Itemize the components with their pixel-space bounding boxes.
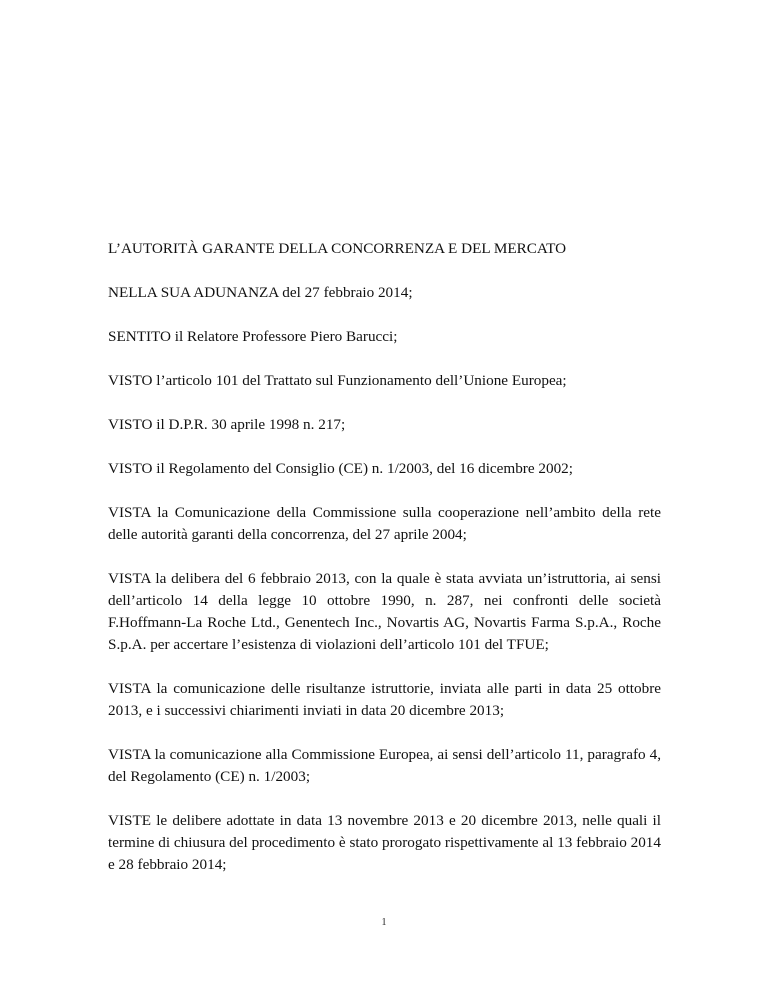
- paragraph-visto-dpr: VISTO il D.P.R. 30 aprile 1998 n. 217;: [108, 416, 346, 433]
- paragraph-vista-comunicazione-commissione: VISTA la Comunicazione della Commissione sulla cooperazione nell’ambito della rete delle autorità garanti della concorrenza, del 27 aprile 2004;: [108, 504, 661, 543]
- document-body: [108, 238, 661, 898]
- paragraph-sentito: SENTITO il Relatore Professore Piero Barucci;: [108, 328, 398, 345]
- paragraph-viste-delibere-proroga: VISTE le delibere adottate in data 13 novembre 2013 e 20 dicembre 2013, nelle quali il termine di chiusura del procedimento è stato prorogato rispettivamente al 13 febbraio 2014 e 28 febbraio 2014;: [108, 812, 661, 873]
- paragraph-vista-comunicazione-ce: VISTA la comunicazione alla Commissione Europea, ai sensi dell’articolo 11, paragrafo 4, del Regolamento (CE) n. 1/2003;: [108, 746, 661, 785]
- paragraph-visto-articolo-101: VISTO l’articolo 101 del Trattato sul Funzionamento dell’Unione Europea;: [108, 372, 567, 389]
- paragraph-vista-delibera-avvio: VISTA la delibera del 6 febbraio 2013, con la quale è stata avviata un’istruttoria, ai sensi dell’articolo 14 della legge 10 ottobre 1990, n. 287, nei confronti delle società F.Hoffmann-La Roche Ltd., Genentech Inc., Novartis AG, Novartis Farma S.p.A., Roche S.p.A. per accertare l’esistenza di violazioni dell’articolo 101 del TFUE;: [108, 570, 661, 653]
- document-heading: L’AUTORITÀ GARANTE DELLA CONCORRENZA E DEL MERCATO: [108, 240, 567, 257]
- paragraph-visto-regolamento: VISTO il Regolamento del Consiglio (CE) n. 1/2003, del 16 dicembre 2002;: [108, 460, 573, 477]
- page-number: 1: [381, 917, 387, 928]
- paragraph-vista-risultanze-istruttorie: VISTA la comunicazione delle risultanze istruttorie, inviata alle parti in data 25 ottobre 2013, e i successivi chiarimenti inviati in data 20 dicembre 2013;: [108, 680, 661, 719]
- paragraph-adunanza: NELLA SUA ADUNANZA del 27 febbraio 2014;: [108, 284, 413, 301]
